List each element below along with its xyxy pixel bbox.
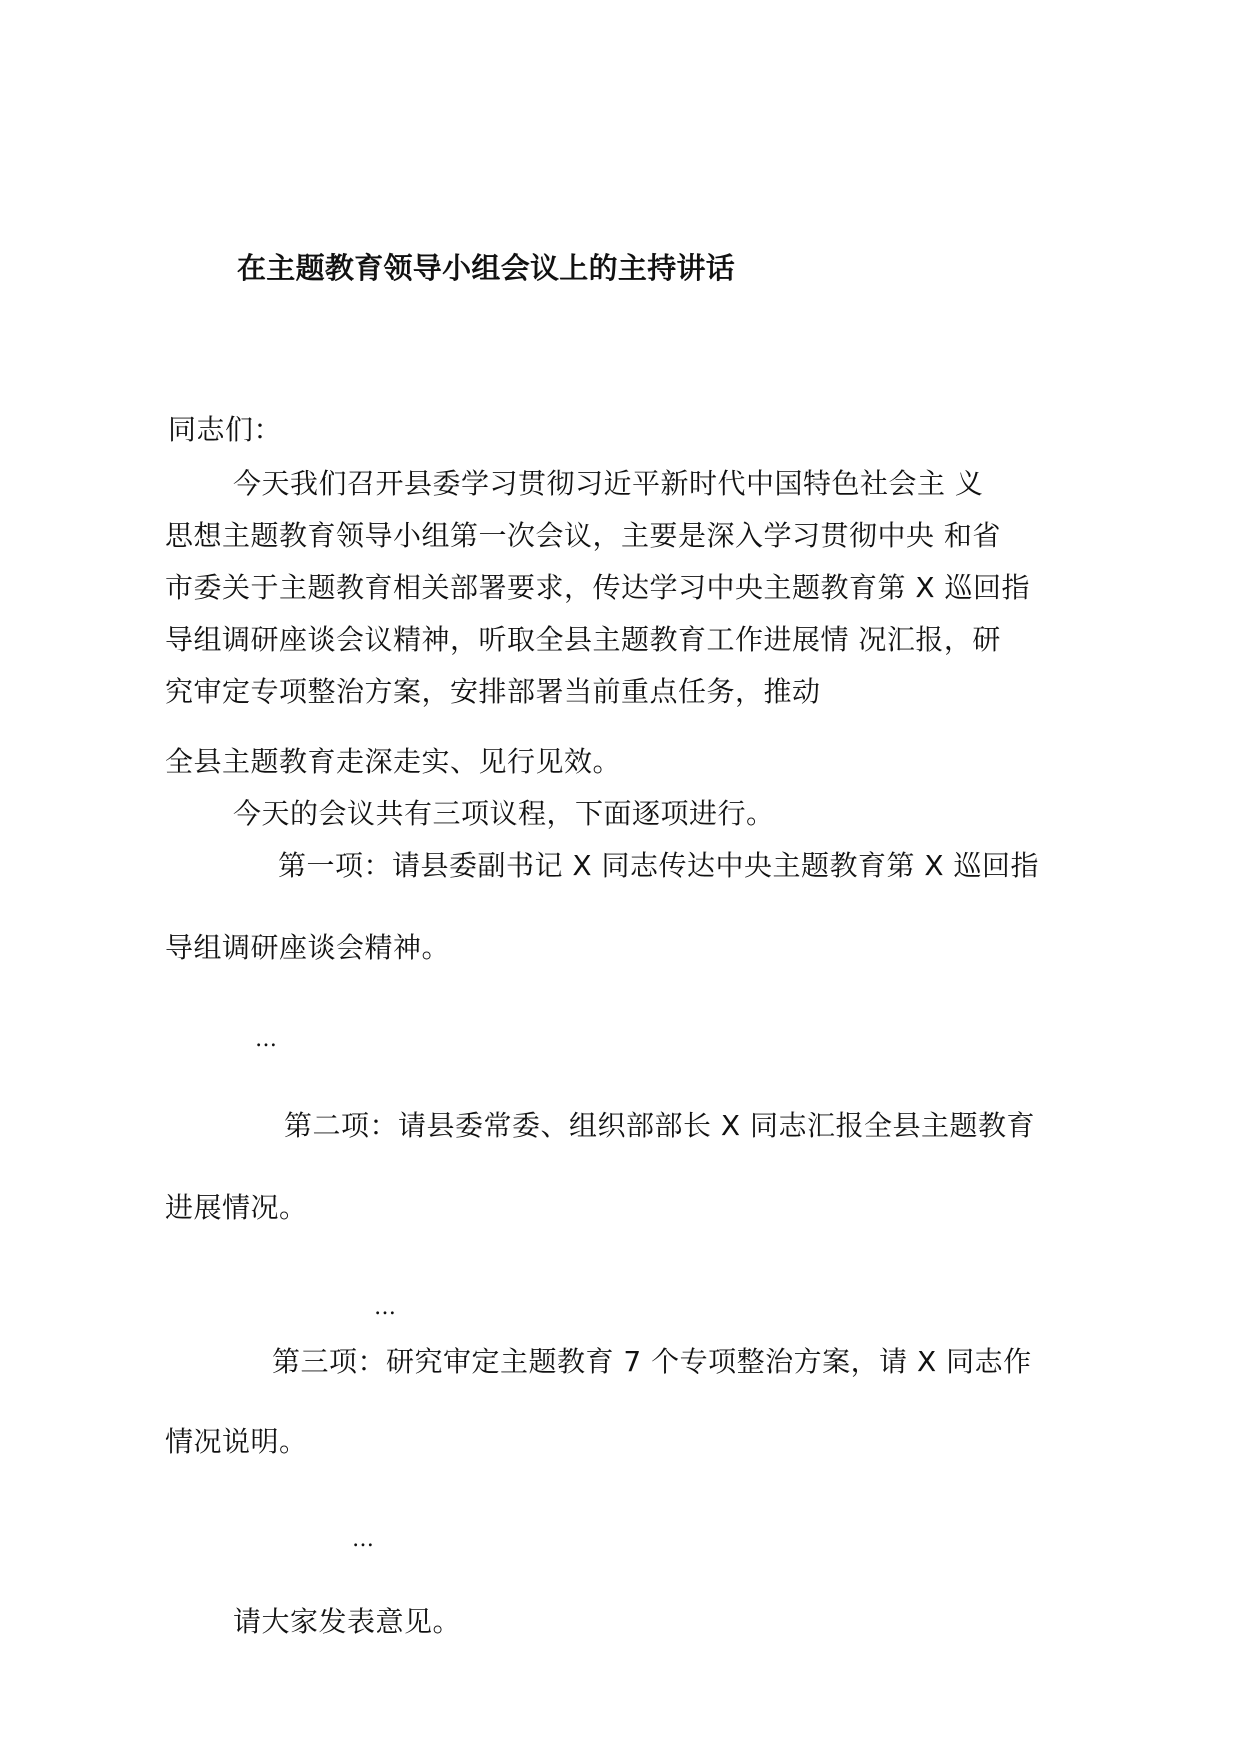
closing-line: 请大家发表意见。 [233, 1605, 462, 1638]
agenda-intro: 今天的会议共有三项议程，下面逐项进行。 [233, 797, 775, 830]
ellipsis-1: … [255, 1027, 279, 1052]
intro-line-4: 导组调研座谈会议精神，听取全县主题教育工作进展情 况汇报，研 [165, 623, 1001, 656]
salutation: 同志们： [168, 413, 283, 446]
intro-line-2: 思想主题教育领导小组第一次会议，主要是深入学习贯彻中央 和省 [165, 519, 1001, 552]
item3-line-1: 第三项：研究审定主题教育 7 个专项整治方案，请 X 同志作 [272, 1345, 1032, 1378]
intro-line-5: 究审定专项整治方案，安排部署当前重点任务，推动 [165, 675, 821, 708]
item3-line-2: 情况说明。 [165, 1425, 308, 1458]
page-title: 在主题教育领导小组会议上的主持讲话 [237, 251, 736, 285]
item1-line-1: 第一项：请县委副书记 X 同志传达中央主题教育第 X 巡回指 [278, 849, 1039, 882]
item1-line-2: 导组调研座谈会精神。 [165, 931, 451, 964]
ellipsis-2: … [374, 1295, 398, 1320]
item2-line-1: 第二项：请县委常委、组织部部长 X 同志汇报全县主题教育 [284, 1109, 1035, 1142]
ellipsis-3: … [352, 1527, 376, 1552]
intro-line-6: 全县主题教育走深走实、见行见效。 [165, 745, 622, 778]
intro-line-1: 今天我们召开县委学习贯彻习近平新时代中国特色社会主 义 [233, 467, 984, 500]
item2-line-2: 进展情况。 [165, 1191, 308, 1224]
intro-line-3: 市委关于主题教育相关部署要求，传达学习中央主题教育第 X 巡回指 [165, 571, 1030, 604]
